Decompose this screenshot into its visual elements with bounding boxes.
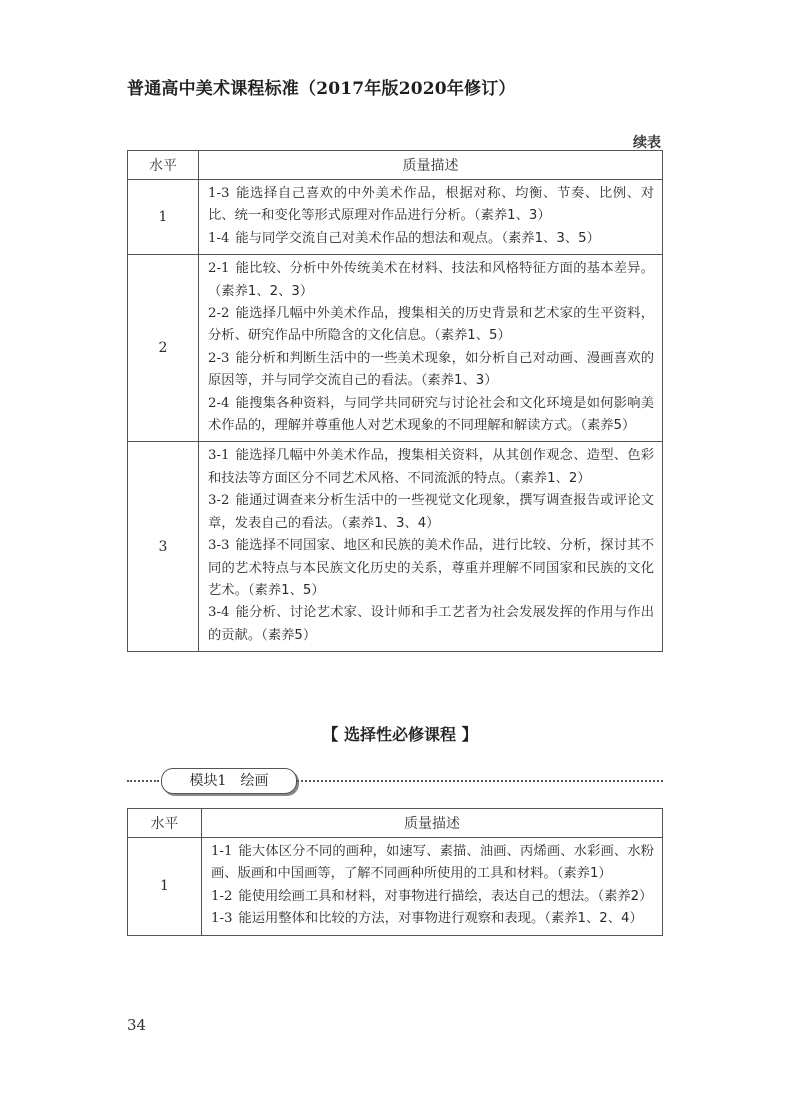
page-number: 34 [127,1016,147,1034]
table-header-row [128,151,663,180]
item-text: 能搜集各种资料，与同学共同研究与讨论社会和文化环境是如何影响美术作品的，理解并尊重他人对艺术现象的不同理解和解读方式。（素养5） [208,395,654,434]
level-cell: 1 [128,180,199,255]
quality-item [208,535,654,602]
level-cell: 3 [128,442,199,652]
module-title-row [127,766,663,796]
quality-table-continued [127,150,663,652]
item-text: 能分析和判断生活中的一些美术现象，如分析自己对动画、漫画喜欢的原因等，并与同学交流自己的看法。（素养1、3） [208,350,654,389]
quality-item [208,445,654,490]
table-row [128,180,663,255]
quality-item [211,908,654,930]
dotted-leader-right [297,780,663,782]
table-row [128,442,663,652]
module-title: 模块1 绘画 [161,768,297,794]
continued-label: 续表 [633,135,661,151]
table-row [128,838,663,936]
description-cell [202,838,663,936]
item-text: 能大体区分不同的画种，如速写、素描、油画、丙烯画、水彩画、水粉画、版画和中国画等，了解不同画种所使用的工具和材料。（素养1） [211,844,654,882]
column-header-level: 水平 [128,809,202,838]
quality-item [211,841,654,886]
level-cell: 2 [128,255,199,442]
item-code: 1-1 [211,844,233,859]
item-code: 3-4 [208,605,230,621]
quality-item [208,228,654,250]
quality-item [208,490,654,535]
item-text: 能比较、分析中外传统美术在材料、技法和风格特征方面的基本差异。（素养1、2、3） [208,261,654,299]
section-heading: 【 选择性必修课程 】 [322,725,478,744]
column-header-description: 质量描述 [199,151,663,180]
item-text: 能分析、讨论艺术家、设计师和手工艺者为社会发展发挥的作用与作出的贡献。（素养5） [208,605,654,643]
item-text: 能使用绘画工具和材料，对事物进行描绘，表达自己的想法。（素养2） [238,888,653,904]
item-code: 3-1 [208,448,230,464]
table-row [128,255,663,442]
item-text: 能选择几幅中外美术作品，搜集相关资料，从其创作观念、造型、色彩和技法等方面区分不同艺术风格、不同流派的特点。（素养1、2） [208,448,654,486]
item-text: 能选择不同国家、地区和民族的美术作品，进行比较、分析，探讨其不同的艺术特点与本民族文化历史的关系，尊重并理解不同国家和民族的文化艺术。（素养1、5） [208,538,654,598]
description-cell [199,180,663,255]
item-code: 3-3 [208,538,230,554]
description-cell [199,255,663,442]
table-header-row [128,809,663,838]
item-text: 能选择自己喜欢的中外美术作品，根据对称、均衡、节奏、比例、对比、统一和变化等形式原理对作品进行分析。（素养1、3） [208,186,654,224]
item-code: 1-2 [211,888,233,904]
quality-item [211,886,654,908]
quality-table-painting [127,808,663,936]
item-code: 2-2 [208,306,230,322]
item-code: 1-3 [208,186,230,201]
running-header: 普通高中美术课程标准（2017年版2020年修订） [127,79,516,99]
item-code: 1-3 [211,911,233,927]
column-header-description: 质量描述 [202,809,663,838]
item-code: 3-2 [208,493,230,509]
quality-item [208,183,654,228]
item-text: 能通过调查来分析生活中的一些视觉文化现象，撰写调查报告或评论文章，发表自己的看法。（素养1、3、4） [208,493,654,531]
item-code: 2-3 [208,350,230,366]
quality-item [208,393,654,438]
quality-item [208,602,654,647]
dotted-leader-left [127,780,159,782]
item-code: 2-1 [208,261,230,277]
quality-item [208,258,654,303]
column-header-level: 水平 [128,151,199,180]
item-text: 能选择几幅中外美术作品，搜集相关的历史背景和艺术家的生平资料，分析、研究作品中所隐含的文化信息。（素养1、5） [208,306,654,344]
quality-item [208,303,654,348]
item-code: 2-4 [208,395,230,411]
item-code: 1-4 [208,230,230,246]
description-cell [199,442,663,652]
item-text: 能与同学交流自己对美术作品的想法和观点。（素养1、3、5） [235,230,600,246]
level-cell: 1 [128,838,202,936]
quality-item [208,348,654,393]
item-text: 能运用整体和比较的方法，对事物进行观察和表现。（素养1、2、4） [238,911,643,927]
